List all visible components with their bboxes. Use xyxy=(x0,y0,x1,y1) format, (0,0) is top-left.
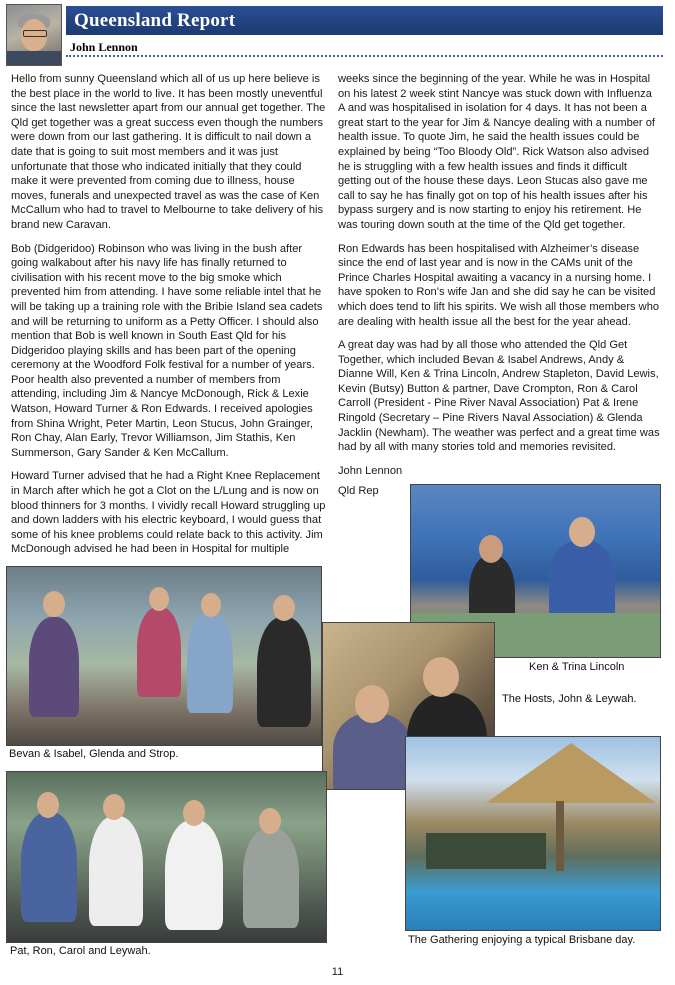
page-number: 11 xyxy=(331,966,344,978)
caption-pat-ron: Pat, Ron, Carol and Leywah. xyxy=(10,945,151,957)
dotted-divider xyxy=(66,55,663,57)
paragraph: A great day was had by all those who attended the Qld Get Together, which included Bevan & Isabel Andrews, Andy & Dianne Will, Ken & Trina Lincoln, Andrew Stapleton, David Lewis, Kevin (Butsy) Button & partner, Dave Crompton, Ron & Carol Carroll (President - Pine River Naval Association) Pat & Irene Ringold (Secretary – Pine Rivers Naval Association) & Glenda Jacklin (Newham). The weather was perfect and a great time was had by all with many stories told and memories revisited. xyxy=(338,339,660,454)
paragraph: Hello from sunny Queensland which all of us up here believe is the best place in the world to live. It has been mostly uneventful since the last newsletter apart from our annual get together. The Qld get together was a great success even though the numbers were down from our last gathering. It is difficult to nail down a date that is going to suit most members and it was just unfortunate that those who indicated initially that they could make it were prevented from coming due to illness, house moves, funerals and unexpected travel as was the case of Ken McCallum who had to travel to Melbourne to take delivery of his brand new Caravan. xyxy=(11,73,326,231)
author-byline: John Lennon xyxy=(70,40,138,54)
signature-role: Qld Rep xyxy=(338,485,379,498)
paragraph: Howard Turner advised that he had a Right Knee Replacement in March after which he got a Clot on the L/Lung and is now on blood thinners for 3 months. I vividly recall Howard struggling up and down ladders with his electric keyboard, I would guess that some of his knee problems could relate back to this activity. Jim McDonough advised he had been in Hospital for multiple xyxy=(11,470,326,556)
paragraph: Bob (Didgeridoo) Robinson who was living in the bush after going walkabout after his navy life has finally returned to civilisation with his recent move to the big smoke which prevented him from attending. I have some reliable intel that he will be taking up a training role with the Bribie Island sea cadets and will be returning to uniform as a Petty Officer. I should also mention that Bob is well known in South East Qld for his Didgeridoo playing skills and has been part of the opening ceremony at the Woodford Folk festival for a number of years. Poor health also prevented a number of members from attending, including Jim & Nancye McDonough, Rick & Lexie Watson, Howard Turner & Ron Edwards. I received apologies from Shina Wright, Peter Martin, Leon Stucus, John Grainger, Ron Chay, Alan Early, Trevor Williamson, Jim Stathis, Ken Summerson, Gary Sander & Ken McCallum. xyxy=(11,242,323,459)
paragraph: Ron Edwards has been hospitalised with Alzheimer’s disease since the end of last year and is now in the CAMs unit of the Prince Charles Hospital awaiting a vacancy in a nursing home. I have spoken to Ron’s wife Jan and she did say he can be visited which does tend to lift his spirits. We wish all those members who are dealing with health issue all the best for the year ahead. xyxy=(338,242,660,328)
page-title: Queensland Report xyxy=(74,10,236,31)
author-portrait xyxy=(6,4,62,66)
photo-pat-ron-carol-leywah xyxy=(6,771,327,943)
caption-ken-trina: Ken & Trina Lincoln xyxy=(529,661,625,673)
report-header xyxy=(0,0,675,62)
photo-bevan-isabel xyxy=(6,566,322,746)
article-column-2 xyxy=(338,72,661,508)
caption-bevan-isabel: Bevan & Isabel, Glenda and Strop. xyxy=(9,748,179,760)
article-column-1 xyxy=(11,72,330,566)
caption-gathering: The Gathering enjoying a typical Brisbane day. xyxy=(408,934,636,946)
signature-name: John Lennon xyxy=(338,464,403,477)
caption-hosts: The Hosts, John & Leywah. xyxy=(502,693,637,705)
paragraph: weeks since the beginning of the year. While he was in Hospital on his latest 2 week stint Nancye was stuck down with Influenza A and was hospitalised in isolation for 4 days. It has not been a great start to the year for Jim & Nancye dealing with a number of health issue. To quote Jim, he said the health issues could be explained by being “Too Bloody Old”. Rick Watson also advised he is struggling with a few health issues and finds it difficult getting out of the house these days. Leon Stucas also gave me call to say he has finally got on top of his health issues after his bypass surgery and is now starting to enjoy his retirement. He was touring down south at the time of the Qld get together. xyxy=(338,73,655,231)
title-bar xyxy=(66,6,663,35)
photo-gathering xyxy=(405,736,661,931)
